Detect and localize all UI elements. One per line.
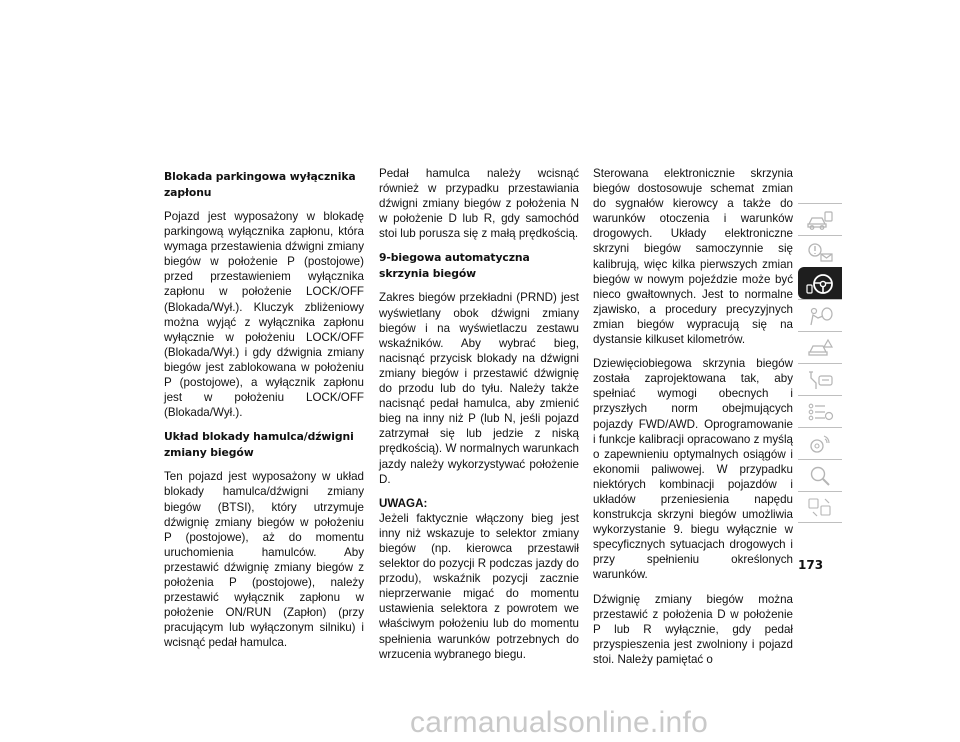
tab-car-info[interactable]	[798, 203, 842, 235]
tab-starting-and-operating[interactable]	[798, 267, 842, 299]
paragraph: Dźwignię zmiany biegów można przestawić z położenia D w położenie P lub R wyłącznie, gdy pedał przyspieszenia jest zwolniony i pojazd stoi. Należy pamiętać o	[593, 592, 793, 666]
tab-warning-lights[interactable]	[798, 235, 842, 267]
text-column-3	[593, 166, 793, 676]
airbag-icon	[805, 304, 835, 328]
search-index-icon	[805, 464, 835, 488]
text-column-2	[379, 166, 579, 671]
chapter-tabs	[798, 203, 842, 523]
paragraph: Pedał hamulca należy wcisnąć również w przypadku przestawiania dźwigni zmiany biegów z położenia N w położenie D lub R, gdy samochód stoi lub porusza się z małą prędkością.	[379, 167, 579, 241]
warning-lights-icon	[805, 240, 835, 264]
paragraph: Dziewięciobiegowa skrzynia biegów została zaprojektowana tak, aby spełniać wymogi obecnych i przyszłych norm obejmujących pojazdy FWD/AWD. Oprogramowanie i funkcje kalibracji opracowano z myślą o zapewnieniu optymalnych osiągów i ekonomii paliwowej. W przypadku niektórych kombinacji pojazdów i układów przeniesienia napędu konstrukcja skrzyni biegów umożliwia wykorzystanie 9. biegu wyłącznie w specyficznych sytuacjach drogowych i przy spełnieniu określonych warunków.	[593, 357, 793, 582]
page-number: 173	[798, 558, 824, 572]
car-info-icon	[805, 208, 835, 232]
note-block	[379, 496, 579, 662]
multimedia-icon	[805, 432, 835, 456]
steering-wheel-icon	[805, 272, 835, 296]
paragraph: Ten pojazd jest wyposażony w układ blokady hamulca/dźwigni zmiany biegów (BTSI), który utrzymuje dźwignię zmiany biegów w położeniu P (postojowe), aż do momentu uruchomienia hamulców. Aby przestawić dźwignię zmiany biegów z położenia P (postojowe), należy przestawić wyłącznik zapłonu w położenie ON/RUN (Zapłon) (przy pracującym lub wyłączonym silniku) i wcisnąć pedał hamulca.	[164, 470, 364, 650]
note-text: Jeżeli faktycznie włączony bieg jest inny niż wskazuje to selektor zmiany biegów (np. kierowca przestawił selektor do pozycji R podczas jazdy do przodu), wskaźnik pozycji zacznie nieprzerwanie migać do momentu ustawienia selektora z powrotem we właściwym położeniu lub do momentu spełnienia warunków potrzebnych do wrzucenia wybranego biegu.	[379, 511, 579, 661]
tab-multimedia[interactable]	[798, 427, 842, 459]
paragraph: Zakres biegów przekładni (PRND) jest wyświetlany obok dźwigni zmiany biegów i na wyświetlaczu zestawu wskaźników. Aby wybrać bieg, nacisnąć przycisk blokady na dźwigni zmiany biegów i przestawić dźwignię do przodu lub do tyłu. Należy także nacisnąć pedał hamulca, aby zmienić bieg na inny niż P (lub N, jeśli pojazd zatrzymał się lub jedzie z niską prędkością). W normalnych warunkach jazdy należy wykorzystywać położenie D.	[379, 291, 579, 486]
note-title: UWAGA:	[379, 496, 428, 510]
language-icon	[805, 495, 835, 519]
tab-languages[interactable]	[798, 491, 842, 523]
tab-safety[interactable]	[798, 299, 842, 331]
paragraph: Sterowana elektronicznie skrzynia biegów dostosowuje schemat zmian do sygnałów kierowcy a także do warunków otoczenia i warunków drogowych. Układy elektroniczne skrzyni biegów samoczynnie się kalibrują, więc kilka pierwszych zmian biegów w nowym pojeździe może być nieco gwałtownych. Jest to normalne zjawisko, a procedury precyzyjnych zmian biegów wypracują się na dystansie kilkuset kilometrów.	[593, 167, 793, 347]
text-column-1	[164, 169, 364, 659]
tab-index[interactable]	[798, 459, 842, 491]
watermark: carmanualsonline.info	[410, 706, 709, 739]
section-heading-9-speed: 9-biegowa automatyczna skrzynia biegów	[379, 251, 530, 280]
car-breakdown-icon	[805, 336, 835, 360]
service-wrench-icon	[805, 368, 835, 392]
specifications-list-icon	[805, 400, 835, 424]
tab-servicing[interactable]	[798, 363, 842, 395]
tab-in-case-of-emergency[interactable]	[798, 331, 842, 363]
tab-technical-specifications[interactable]	[798, 395, 842, 427]
paragraph: Pojazd jest wyposażony w blokadę parkingową wyłącznika zapłonu, która wymaga przestawienia dźwigni zmiany biegów w położenie P (postojowe) przed przestawieniem wyłącznika zapłonu w położenie LOCK/OFF (Blokada/Wył.). Kluczyk zbliżeniowy można wyjąć z wyłącznika zapłonu wyłącznie w położeniu LOCK/OFF (Blokada/Wył.) i gdy dźwignia zmiany biegów jest zablokowana w położeniu P (postojowe), a wyłącznik zapłonu jest w położeniu LOCK/OFF (Blokada/Wył.).	[164, 210, 364, 420]
section-heading-parking-lock: Blokada parkingowa wyłącznika zapłonu	[164, 170, 356, 199]
section-heading-btsi: Układ blokady hamulca/dźwigni zmiany biegów	[164, 430, 354, 459]
